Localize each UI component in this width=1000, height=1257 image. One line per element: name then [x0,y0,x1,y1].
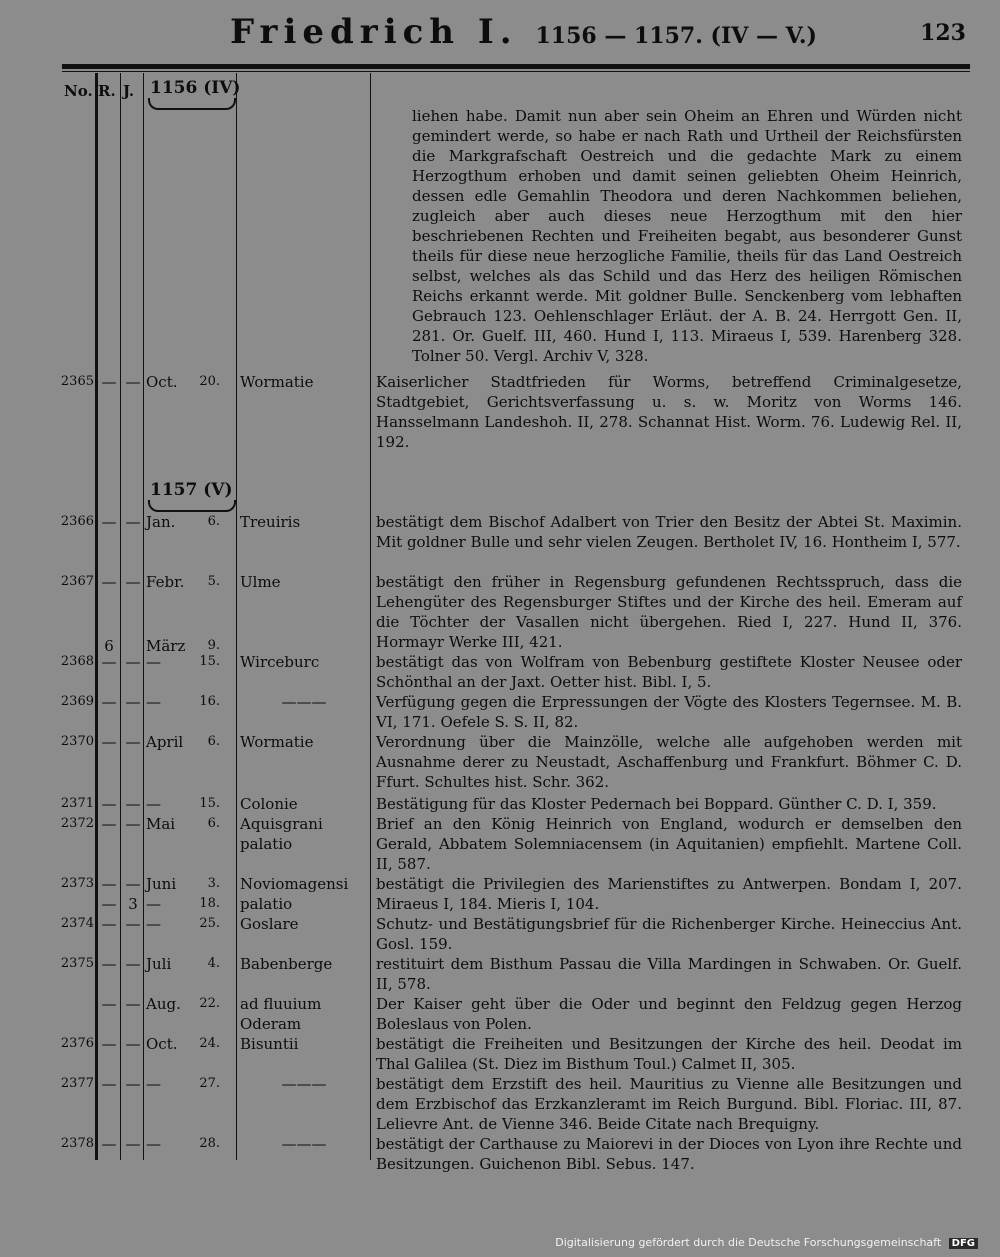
entry-text: bestätigt der Carthause zu Maiorevi in der Dioces von Lyon ihre Rechte und Besitzungen. Guichenon Bibl. Sebus. 147. [376,1135,962,1173]
entry-place: Colonie [240,795,298,813]
entry-r: — [101,1035,117,1053]
year-heading-1157: 1157 (V) [150,480,233,500]
entry-place: Wormatie [240,733,314,751]
entry-text: Schutz- und Bestätigungsbrief für die Richenberger Kirche. Heineccius Ant. Gosl. 159. [376,915,962,953]
entry-place: Babenberge [240,955,333,973]
entry-place: Goslare [240,915,299,933]
entry-r: — [101,733,117,751]
entry-r: — [101,815,117,833]
running-header [0,8,1000,58]
entry-text: bestätigt das von Wolfram von Bebenburg gestiftete Kloster Neusee oder Schönthal an der Jaxt. Oetter hist. Bibl. I, 5. [376,653,962,691]
entry-number: 2370 [60,734,94,749]
entry-text: bestätigt dem Bischof Adalbert von Trier den Besitz der Abtei St. Maximin. Mit goldner Bulle und sehr vielen Zeugen. Bertholet IV, 16. Hontheim I, 577. [376,513,962,551]
header-rule-thin [62,71,970,72]
entry-day: 6. [207,514,220,529]
entry-number: 2378 [60,1136,94,1151]
entry-text: bestätigt den früher in Regensburg gefundenen Rechtsspruch, dass die Lehengüter des Regensburger Stiftes und der Kirche des heil. Emeram auf die Töchter der Vasallen nicht übergehen. Ried I, 227. Hund II, 376. Hormayr Werke III, 421. [376,573,962,651]
entry-place: ——— [281,1135,327,1153]
dfg-logo: DFG [949,1238,978,1249]
entry-text: Brief an den König Heinrich von England, wodurch er demselben den Gerald, Abbatem Solemniacensem (in Aquitanien) empfiehlt. Martene Coll. II, 587. [376,815,962,873]
entry-month: Oct. [146,373,178,391]
entry-j: — [125,815,141,833]
entry-day: 28. [199,1136,220,1151]
column-header-no: No. [64,82,93,100]
entry-r: 6 [104,637,114,655]
entry-month: Jan. [146,513,176,531]
entry-text: bestätigt die Privilegien des Marienstiftes zu Antwerpen. Bondam I, 207. Miraeus I, 184. Mieris I, 104. [376,875,962,913]
entry-j: — [125,573,141,591]
entry-r: — [101,373,117,391]
column-header-j: J. [123,82,135,100]
entry-r: — [101,795,117,813]
entry-r: — [101,653,117,671]
entry-day: 6. [207,816,220,831]
entry-place: Treuiris [240,513,301,531]
entry-number: 2377 [60,1076,94,1091]
entry-j: — [125,1035,141,1053]
entry-r: — [101,513,117,531]
entry-number: 2375 [60,956,94,971]
entry-day: 9. [207,638,220,653]
entry-j: — [125,693,141,711]
entry-month: — [146,1135,161,1153]
entry-place: ——— [281,1075,327,1093]
entry-place: Wormatie [240,373,314,391]
entry-day: 24. [199,1036,220,1051]
entry-j: — [125,795,141,813]
entry-j: — [125,653,141,671]
entry-month: — [146,915,161,933]
header-rule-thick [62,64,970,69]
entry-text: Bestätigung für das Kloster Pedernach bei Boppard. Günther C. D. I, 359. [376,795,937,813]
entry-text: Verfügung gegen die Erpressungen der Vögte des Klosters Tegernsee. M. B. VI, 171. Oefele S. S. II, 82. [376,693,962,731]
entry-r: — [101,1135,117,1153]
entry-number: 2365 [60,374,94,389]
entry-j: — [125,915,141,933]
page-number: 123 [920,20,966,46]
entry-day: 3. [207,876,220,891]
entry-place: Ulme [240,573,281,591]
entry-month: Mai [146,815,176,833]
entry-j: — [125,733,141,751]
entry-number: 2373 [60,876,94,891]
entry-place: Wirceburc [240,653,320,671]
entry-r: — [101,995,117,1013]
entry-month: Juni [146,875,177,893]
entry-month: März [146,637,186,655]
entry-month: — [146,895,161,913]
entry-month: — [146,653,161,671]
entry-day: 15. [199,654,220,669]
entry-month: Oct. [146,1035,178,1053]
ruler-name: Friedrich I. [230,12,518,52]
entry-text: bestätigt dem Erzstift des heil. Mauritius zu Vienne alle Besitzungen und dem Erzbischof das Erzkanzleramt im Reich Burgund. Bibl. Floriac. III, 87. Lelievre Ant. de Vienne 346. Beide Citate nach Brequigny. [376,1075,962,1133]
entry-j: — [125,373,141,391]
column-divider-date [236,73,237,1160]
entry-day: 15. [199,796,220,811]
entry-text: restituirt dem Bisthum Passau die Villa Mardingen in Schwaben. Or. Guelf. II, 578. [376,955,962,993]
entry-month: — [146,1075,161,1093]
entry-number: 2372 [60,816,94,831]
entry-place: ——— [281,693,327,711]
column-divider-r [120,73,121,1160]
entry-number: 2374 [60,916,94,931]
year-heading-1156: 1156 (IV) [150,78,241,98]
entry-month: April [146,733,184,751]
entry-number: 2371 [60,796,94,811]
entry-month: — [146,795,161,813]
entry-text: Verordnung über die Mainzölle, welche alle aufgehoben werden mit Ausnahme derer zu Neustadt, Aschaffenburg und Frankfurt. Böhmer C. D. Ffurt. Schultes hist. Schr. 362. [376,733,962,791]
entry-day: 5. [207,574,220,589]
entry-j: — [125,995,141,1013]
entry-day: 20. [199,374,220,389]
entry-place: Bisuntii [240,1035,299,1053]
entry-r: — [101,875,117,893]
entry-day: 25. [199,916,220,931]
entry-r: — [101,573,117,591]
entry-text: Kaiserlicher Stadtfrieden für Worms, betreffend Criminalgesetze, Stadtgebiet, Gerichtsverfassung u. s. w. Moritz von Worms 146. Hansselmann Landeshoh. II, 278. Schannat Hist. Worm. 76. Ludewig Rel. II, 192. [376,373,962,451]
entry-j: — [125,875,141,893]
entry-month: — [146,693,161,711]
entry-day: 6. [207,734,220,749]
entry-j: — [125,955,141,973]
digitization-footer [555,1236,978,1249]
entry-r: — [101,915,117,933]
entry-day: 16. [199,694,220,709]
entry-r: — [101,693,117,711]
entry-month: Aug. [146,995,181,1013]
entry-number: 2367 [60,574,94,589]
entry-place: Aquisgrani palatio [240,815,323,853]
entry-number: 2366 [60,514,94,529]
column-header-r: R. [98,82,116,100]
entry-day: 27. [199,1076,220,1091]
entry-number: 2376 [60,1036,94,1051]
entry-j: 3 [128,895,138,913]
entry-j: — [125,1135,141,1153]
year-brace-1157 [148,500,236,512]
entry-day: 18. [199,896,220,911]
footer-text: Digitalisierung gefördert durch die Deutsche Forschungsgemeinschaft [555,1236,942,1249]
entry-r: — [101,895,117,913]
entry-r: — [101,955,117,973]
entry-day: 4. [207,956,220,971]
entry-place: ad fluuium Oderam [240,995,322,1033]
entry-day: 22. [199,996,220,1011]
entry-j: — [125,513,141,531]
running-title [230,12,817,52]
entry-month: Febr. [146,573,185,591]
entry-text: bestätigt die Freiheiten und Besitzungen der Kirche des heil. Deodat im Thal Galilea (St. Diez im Bisthum Toul.) Calmet II, 305. [376,1035,962,1073]
column-divider-place [370,73,371,1160]
year-range: 1156 — 1157. (IV — V.) [535,23,817,49]
entry-text: Der Kaiser geht über die Oder und beginnt den Feldzug gegen Herzog Boleslaus von Polen. [376,995,962,1033]
entry-month: Juli [146,955,172,973]
year-brace-1156 [148,98,236,110]
entry-number: 2369 [60,694,94,709]
continuation-text: liehen habe. Damit nun aber sein Oheim an Ehren und Würden nicht gemindert werde, so habe er nach Rath und Urtheil der Reichsfürsten die Markgrafschaft Oestreich und die gedachte Mark zu einem Herzogthum erhoben und damit seinen geliebten Oheim Heinrich, dessen edle Gemahlin Theodora und deren Nachkommen beliehen, zugleich aber auch dieses neue Herzogthum mit den hier beschriebenen Rechten und Freiheiten begabt, aus besonderer Gunst theils für diese neue herzogliche Familie, theils für das Land Oestreich selbst, welches als das Schild und das Herz des heiligen Römischen Reichs erkannt werde. Mit goldner Bulle. Senckenberg vom lebhaften Gebrauch 123. Oehlenschlager Erläut. der A. B. 24. Herrgott Gen. II, 281. Or. Guelf. III, 460. Hund I, 113. Miraeus I, 539. Harenberg 328. Tolner 50. Vergl. Archiv V, 328. [412,107,962,365]
entry-place: Noviomagensi palatio [240,875,349,913]
entry-number: 2368 [60,654,94,669]
entry-j: — [125,1075,141,1093]
entry-r: — [101,1075,117,1093]
